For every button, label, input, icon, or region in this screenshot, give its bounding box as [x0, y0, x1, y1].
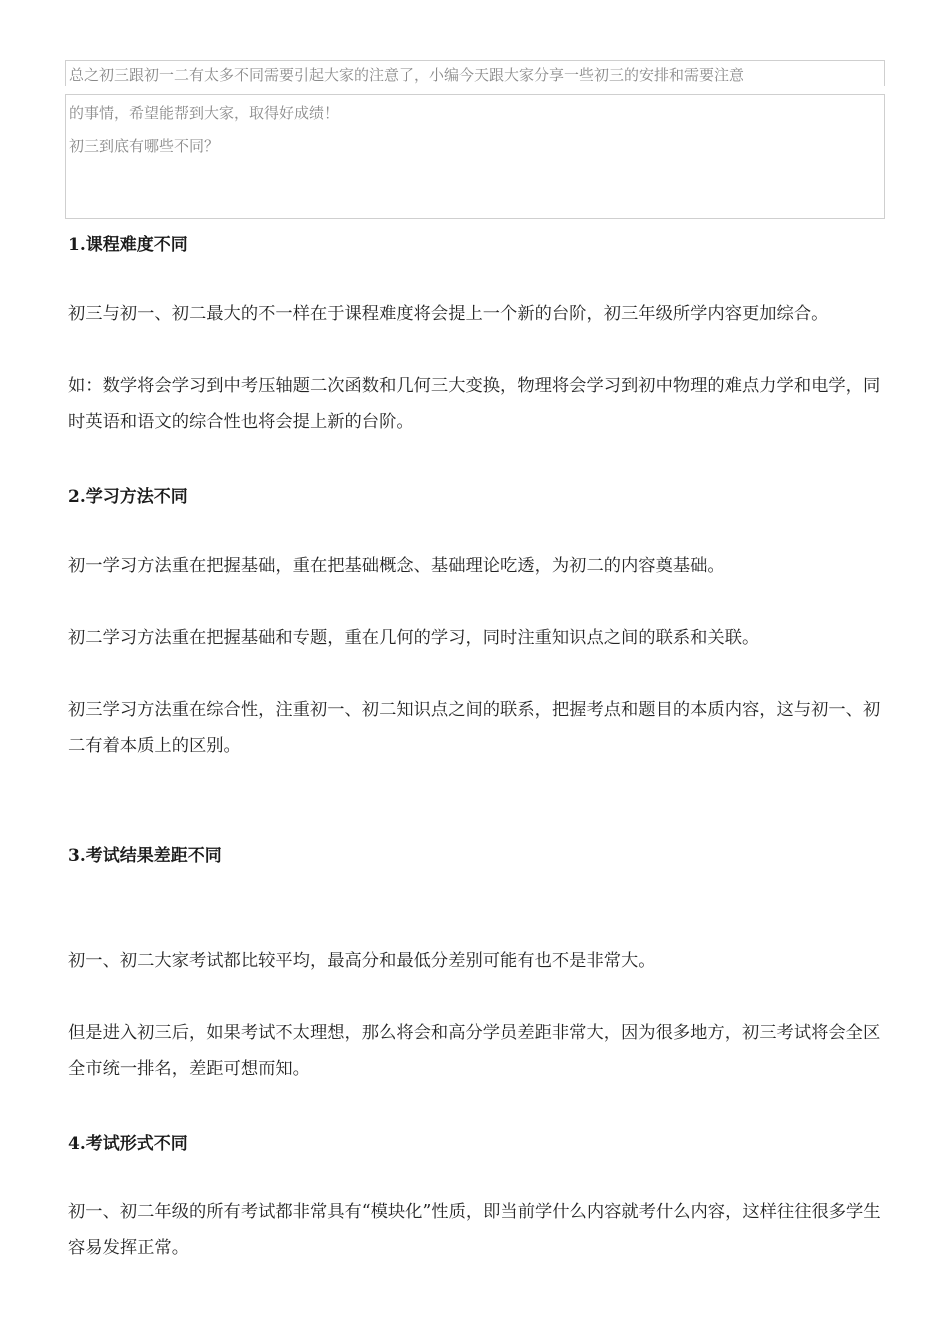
- section-heading-3: 3.考试结果差距不同: [68, 846, 222, 866]
- section-3-paragraph-2: 但是进入初三后，如果考试不太理想，那么将会和高分学员差距非常大，因为很多地方，初三考试将会全区全市统一排名，差距可想而知。: [68, 1023, 881, 1079]
- section-2-paragraph-3: 初三学习方法重在综合性，注重初一、初二知识点之间的联系，把握考点和题目的本质内容，这与初一、初二有着本质上的区别。: [68, 700, 881, 756]
- section-heading-2: 2.学习方法不同: [68, 487, 188, 507]
- intro-line-1: 总之初三跟初一二有太多不同需要引起大家的注意了，小编今天跟大家分享一些初三的安排和需要注意: [69, 66, 745, 84]
- intro-line-2: 的事情，希望能帮到大家，取得好成绩！: [69, 104, 340, 122]
- section-2-paragraph-1: 初一学习方法重在把握基础，重在把基础概念、基础理论吃透，为初二的内容奠基础。: [68, 556, 725, 576]
- intro-box-top: [65, 60, 885, 86]
- section-1-paragraph-1: 初三与初一、初二最大的不一样在于课程难度将会提上一个新的台阶，初三年级所学内容更加综合。: [68, 304, 829, 324]
- section-3-paragraph-1: 初一、初二大家考试都比较平均，最高分和最低分差别可能有也不是非常大。: [68, 951, 656, 971]
- section-1-paragraph-2: 如：数学将会学习到中考压轴题二次函数和几何三大变换，物理将会学习到初中物理的难点力学和电学，同时英语和语文的综合性也将会提上新的台阶。: [68, 376, 881, 432]
- section-heading-1: 1.课程难度不同: [68, 235, 188, 255]
- section-4-paragraph-1: 初一、初二年级的所有考试都非常具有“模块化”性质，即当前学什么内容就考什么内容，这样往往很多学生容易发挥正常。: [68, 1202, 881, 1258]
- intro-box-bottom: [65, 94, 885, 219]
- intro-line-3: 初三到底有哪些不同？: [69, 137, 220, 155]
- section-heading-4: 4.考试形式不同: [68, 1134, 188, 1154]
- section-2-paragraph-2: 初二学习方法重在把握基础和专题，重在几何的学习，同时注重知识点之间的联系和关联。: [68, 628, 760, 648]
